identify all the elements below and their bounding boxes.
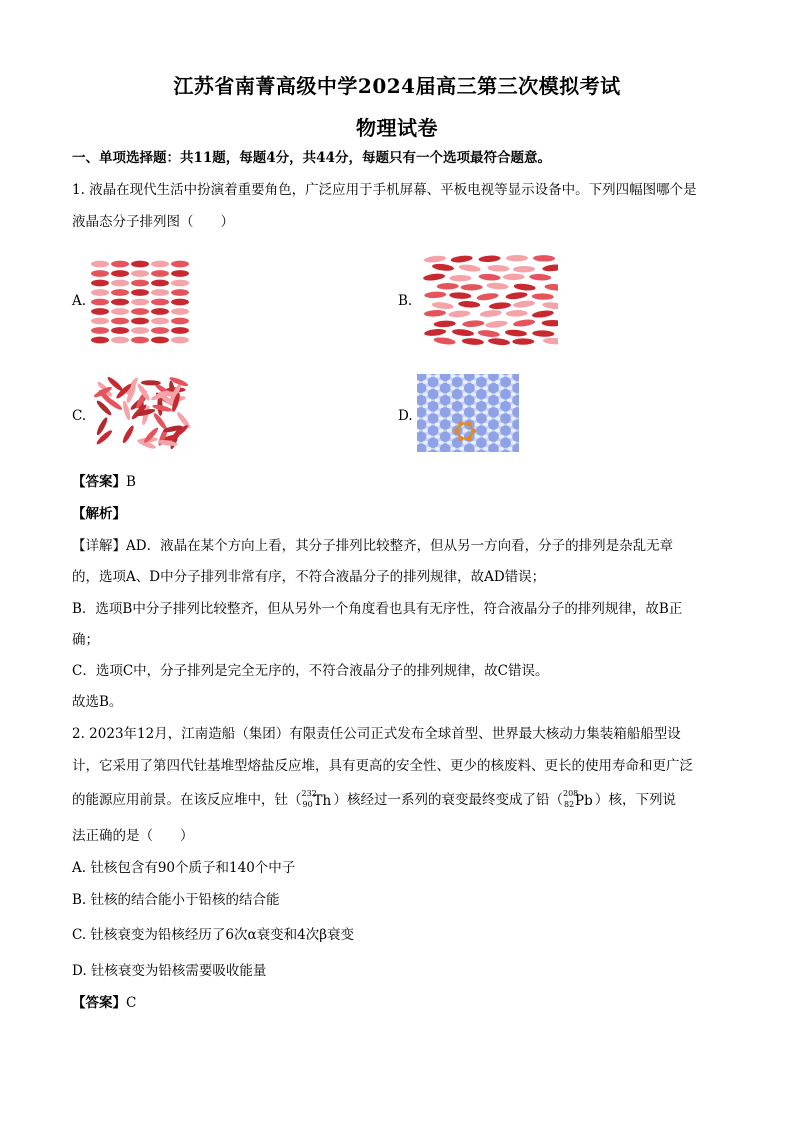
molecule bbox=[91, 318, 109, 325]
molecule bbox=[424, 255, 447, 264]
q2-text-part: 的能源应用前景。在该反应堆中，钍（ bbox=[72, 792, 302, 808]
molecule bbox=[91, 337, 109, 344]
lattice-atom bbox=[500, 447, 504, 451]
lattice-atom bbox=[512, 405, 516, 409]
molecule bbox=[131, 270, 149, 277]
molecule bbox=[449, 275, 471, 282]
lattice-atom bbox=[476, 411, 480, 415]
lattice-atom bbox=[509, 411, 513, 415]
lattice-atom bbox=[512, 380, 516, 384]
q1-detail-line: 确； bbox=[72, 632, 99, 648]
lattice-atom bbox=[476, 398, 480, 402]
lattice-atom bbox=[500, 374, 504, 378]
molecule bbox=[513, 266, 535, 273]
q1-detail-line: B．选项B中分子排列比较整齐，但从另外一个角度看也具有无序性，符合液晶分子的排列规律，故B正 bbox=[72, 601, 683, 617]
lattice-atom bbox=[447, 392, 451, 396]
highlighted-atom bbox=[458, 421, 463, 426]
figure-d-hexagonal-lattice bbox=[417, 374, 519, 452]
lattice-atom bbox=[436, 435, 440, 439]
lattice-atom bbox=[509, 386, 513, 390]
molecule bbox=[533, 255, 555, 262]
answer-value: B bbox=[126, 474, 136, 490]
molecule bbox=[532, 330, 554, 337]
q1-detail-line: 故选B。 bbox=[72, 694, 123, 710]
lattice-atom bbox=[428, 423, 432, 427]
th-atomic-number: 90 bbox=[302, 799, 313, 809]
lattice-atom bbox=[495, 380, 499, 384]
lattice-atom bbox=[485, 435, 489, 439]
lattice-atom bbox=[464, 392, 468, 396]
molecule bbox=[91, 299, 109, 306]
highlighted-atom bbox=[467, 421, 472, 426]
molecule bbox=[151, 318, 169, 325]
lattice-atom bbox=[485, 423, 489, 427]
figure-c-disordered-molecules bbox=[94, 374, 194, 452]
exam-title: 江苏省南菁高级中学2024届高三第三次模拟考试 bbox=[173, 74, 621, 98]
figure-b-liquid-crystal bbox=[418, 252, 558, 352]
lattice-atom bbox=[485, 386, 489, 390]
lattice-atom bbox=[447, 417, 451, 421]
molecule bbox=[424, 328, 447, 337]
q1-detail-line: 的，选项A、D中分子排列非常有序，不符合液晶分子的排列规律，故AD错误； bbox=[72, 569, 546, 585]
lattice-atom bbox=[428, 447, 432, 451]
lattice-atom bbox=[476, 447, 480, 451]
molecule bbox=[131, 318, 149, 325]
lattice-atom bbox=[495, 441, 499, 445]
lattice-atom bbox=[500, 423, 504, 427]
highlighted-atom bbox=[467, 436, 472, 441]
molecule bbox=[131, 327, 149, 334]
molecule bbox=[458, 300, 480, 308]
molecule bbox=[131, 308, 149, 315]
molecule bbox=[151, 289, 169, 296]
lattice-atom bbox=[485, 374, 489, 378]
molecule bbox=[544, 283, 558, 291]
lattice-atom bbox=[471, 405, 475, 409]
q1-answer bbox=[72, 474, 136, 490]
molecule bbox=[434, 320, 456, 327]
molecule bbox=[513, 300, 536, 309]
molecule bbox=[151, 261, 169, 268]
highlighted-atom bbox=[458, 436, 463, 441]
q1-option-d-label: D. bbox=[398, 408, 413, 424]
lattice-atom bbox=[500, 386, 504, 390]
molecule bbox=[171, 280, 189, 287]
lattice-atom bbox=[436, 386, 440, 390]
pb-symbol: Pb bbox=[575, 792, 593, 809]
lattice-atom bbox=[509, 398, 513, 402]
lattice-atom bbox=[423, 380, 427, 384]
molecule bbox=[505, 329, 527, 337]
lattice-atom bbox=[464, 429, 468, 433]
q1-option-b-label: B. bbox=[398, 293, 413, 309]
lattice-atom bbox=[471, 417, 475, 421]
molecule bbox=[111, 270, 129, 277]
molecule bbox=[131, 299, 149, 306]
molecule bbox=[91, 308, 109, 315]
lattice-atom bbox=[436, 447, 440, 451]
lattice-atom bbox=[447, 441, 451, 445]
molecule bbox=[513, 283, 536, 292]
molecule bbox=[532, 293, 554, 300]
lattice-atom bbox=[452, 447, 456, 451]
molecule bbox=[171, 299, 189, 306]
molecule bbox=[171, 270, 189, 277]
molecule bbox=[131, 261, 149, 268]
molecule bbox=[91, 327, 109, 334]
highlighted-atom bbox=[471, 428, 476, 433]
lattice-atom bbox=[500, 411, 504, 415]
lattice-atom bbox=[464, 405, 468, 409]
molecule bbox=[506, 255, 528, 261]
molecule bbox=[111, 327, 129, 334]
lattice-atom bbox=[461, 386, 465, 390]
lattice-atom bbox=[423, 441, 427, 445]
molecule bbox=[433, 336, 456, 345]
molecule bbox=[111, 289, 129, 296]
q2-stem-line3 bbox=[72, 788, 676, 809]
q1-analysis-tag: 【解析】 bbox=[72, 506, 126, 522]
q2-stem-line4: 法正确的是（ ） bbox=[72, 828, 194, 844]
molecule bbox=[423, 273, 446, 282]
lattice-atom bbox=[500, 435, 504, 439]
molecule bbox=[111, 299, 129, 306]
lattice-atom bbox=[509, 447, 513, 451]
lattice-atom bbox=[476, 435, 480, 439]
th-mass-number: 232 bbox=[301, 788, 317, 798]
q1-stem-line2: 液晶态分子排列图（ ） bbox=[72, 214, 234, 230]
q2-stem-line2: 计，它采用了第四代钍基堆型熔盐反应堆，具有更高的安全性、更少的核废料、更长的使用寿命和更广泛 bbox=[72, 758, 693, 774]
molecule bbox=[171, 337, 189, 344]
section-heading: 一、单项选择题：共11题，每题4分，共44分，每题只有一个选项最符合题意。 bbox=[72, 150, 551, 166]
lattice-atom bbox=[512, 429, 516, 433]
lattice-atom bbox=[461, 374, 465, 378]
lattice-atom bbox=[512, 417, 516, 421]
q2-option: B. 钍核的结合能小于铅核的结合能 bbox=[72, 892, 280, 908]
molecule bbox=[131, 337, 149, 344]
molecule bbox=[478, 255, 500, 263]
molecule bbox=[542, 264, 558, 272]
thorium-nuclide bbox=[301, 788, 332, 809]
lattice-atom bbox=[436, 411, 440, 415]
lattice-atom bbox=[428, 386, 432, 390]
lattice-atom bbox=[461, 447, 465, 451]
molecule bbox=[424, 309, 446, 317]
molecule bbox=[171, 289, 189, 296]
lattice-atom bbox=[440, 429, 444, 433]
lattice-atom bbox=[423, 405, 427, 409]
molecule bbox=[91, 289, 109, 296]
molecule bbox=[478, 273, 500, 281]
molecule bbox=[486, 282, 508, 290]
lattice-atom bbox=[440, 417, 444, 421]
q2-option: C. 钍核衰变为铅核经历了6次α衰变和4次β衰变 bbox=[72, 927, 355, 943]
molecule bbox=[91, 280, 109, 287]
exam-subtitle: 物理试卷 bbox=[356, 116, 438, 140]
lattice-atom bbox=[461, 398, 465, 402]
q1-option-a-label: A. bbox=[72, 293, 87, 309]
lattice-atom bbox=[440, 441, 444, 445]
molecule bbox=[171, 261, 189, 268]
lattice-atom bbox=[452, 423, 456, 427]
molecule bbox=[542, 320, 558, 327]
q2-answer bbox=[72, 995, 136, 1011]
answer-tag: 【答案】 bbox=[72, 474, 126, 490]
molecule bbox=[131, 280, 149, 287]
q1-detail-line: C．选项C中，分子排列是完全无序的，不符合液晶分子的排列规律，故C错误。 bbox=[72, 663, 549, 679]
lattice-atom bbox=[509, 435, 513, 439]
molecule bbox=[513, 318, 536, 327]
molecule bbox=[151, 327, 169, 334]
molecule bbox=[450, 255, 473, 264]
lattice-atom bbox=[447, 429, 451, 433]
molecule bbox=[151, 337, 169, 344]
q1-option-c-label: C. bbox=[72, 408, 87, 424]
lattice-atom bbox=[495, 429, 499, 433]
molecule bbox=[91, 270, 109, 277]
lattice-atom bbox=[485, 398, 489, 402]
molecule bbox=[489, 302, 511, 310]
molecule bbox=[151, 270, 169, 277]
molecule bbox=[479, 309, 502, 317]
lattice-atom bbox=[476, 423, 480, 427]
lattice-atom bbox=[428, 374, 432, 378]
molecule bbox=[542, 301, 558, 309]
q2-stem-line1: 2. 2023年12月，江南造船（集团）有限责任公司正式发布全球首型、世界最大核动力集装箱船船型设 bbox=[72, 726, 681, 742]
q2-text-part: ）核，下列说 bbox=[595, 792, 676, 808]
lattice-atom bbox=[509, 423, 513, 427]
lattice-atom bbox=[488, 405, 492, 409]
lattice-atom bbox=[488, 380, 492, 384]
molecule bbox=[151, 280, 169, 287]
answer-tag: 【答案】 bbox=[72, 995, 126, 1011]
molecule bbox=[171, 327, 189, 334]
lattice-atom bbox=[436, 423, 440, 427]
lattice-atom bbox=[495, 417, 499, 421]
molecule bbox=[111, 261, 129, 268]
molecule bbox=[488, 337, 511, 346]
lattice-atom bbox=[500, 398, 504, 402]
q1-stem-line1: 1. 液晶在现代生活中扮演着重要角色，广泛应用于手机屏幕、平板电视等显示设备中。下列四幅图哪个是 bbox=[72, 182, 697, 198]
molecule bbox=[485, 320, 508, 329]
molecule bbox=[91, 261, 109, 268]
lattice-atom bbox=[428, 411, 432, 415]
molecule bbox=[437, 283, 459, 290]
lattice-atom bbox=[488, 441, 492, 445]
lattice-atom bbox=[488, 429, 492, 433]
th-symbol: Th bbox=[313, 792, 332, 809]
molecule bbox=[449, 292, 471, 300]
q2-option: D. 钍核衰变为铅核需要吸收能量 bbox=[72, 963, 267, 979]
lattice-atom bbox=[471, 392, 475, 396]
lattice-atom bbox=[509, 374, 513, 378]
lattice-atom bbox=[436, 374, 440, 378]
molecule bbox=[131, 289, 149, 296]
lattice-atom bbox=[452, 435, 456, 439]
lattice-atom bbox=[440, 405, 444, 409]
lattice-atom bbox=[452, 374, 456, 378]
q1-detail-line: 【详解】AD．液晶在某个方向上看，其分子排列比较整齐，但从另一方向看，分子的排列是杂乱无章 bbox=[72, 538, 674, 554]
molecule bbox=[431, 301, 454, 310]
molecule bbox=[503, 273, 525, 280]
pb-atomic-number: 82 bbox=[564, 799, 575, 809]
lattice-atom bbox=[423, 392, 427, 396]
molecule bbox=[532, 309, 555, 318]
molecule bbox=[543, 337, 558, 344]
lattice-atom bbox=[476, 386, 480, 390]
lattice-atom bbox=[436, 398, 440, 402]
molecule bbox=[432, 263, 455, 272]
lattice-atom bbox=[423, 417, 427, 421]
molecule bbox=[121, 424, 135, 444]
lattice-atom bbox=[461, 411, 465, 415]
lattice-atom bbox=[464, 380, 468, 384]
lattice-atom bbox=[447, 405, 451, 409]
molecule bbox=[506, 310, 528, 317]
molecule bbox=[111, 337, 129, 344]
molecule bbox=[171, 318, 189, 325]
q2-text-part: ）核经过一系列的衰变最终变成了铅（ bbox=[333, 792, 563, 808]
molecule bbox=[111, 318, 129, 325]
molecule bbox=[477, 329, 500, 338]
q2-option: A. 钍核包含有90个质子和140个中子 bbox=[72, 860, 296, 876]
lattice-atom bbox=[440, 380, 444, 384]
lattice-atom bbox=[485, 447, 489, 451]
molecule bbox=[476, 292, 499, 301]
molecule bbox=[151, 299, 169, 306]
lattice-atom bbox=[485, 411, 489, 415]
molecule bbox=[452, 328, 475, 337]
molecule bbox=[424, 291, 446, 298]
lattice-atom bbox=[452, 386, 456, 390]
molecule bbox=[462, 338, 484, 346]
molecule bbox=[462, 320, 484, 328]
molecule bbox=[458, 264, 481, 273]
lattice-atom bbox=[452, 398, 456, 402]
lattice-atom bbox=[464, 441, 468, 445]
lattice-atom bbox=[452, 411, 456, 415]
answer-value: C bbox=[126, 995, 137, 1011]
lattice-atom bbox=[447, 380, 451, 384]
lattice-atom bbox=[512, 441, 516, 445]
molecule bbox=[171, 308, 189, 315]
lattice-atom bbox=[471, 380, 475, 384]
lattice-atom bbox=[512, 392, 516, 396]
lattice-atom bbox=[488, 392, 492, 396]
lattice-atom bbox=[428, 398, 432, 402]
lattice-atom bbox=[476, 374, 480, 378]
molecule bbox=[487, 265, 509, 272]
lattice-atom bbox=[440, 392, 444, 396]
molecule bbox=[505, 291, 528, 300]
molecule bbox=[111, 308, 129, 315]
lattice-atom bbox=[428, 435, 432, 439]
lead-nuclide bbox=[563, 788, 593, 809]
lattice-atom bbox=[423, 429, 427, 433]
figure-a-ordered-molecules bbox=[90, 258, 190, 346]
molecule bbox=[529, 273, 551, 281]
highlighted-atom bbox=[454, 428, 459, 433]
molecule bbox=[151, 308, 169, 315]
lattice-atom bbox=[464, 417, 468, 421]
molecule bbox=[461, 284, 483, 291]
lattice-atom bbox=[495, 405, 499, 409]
molecule bbox=[122, 400, 132, 421]
molecule bbox=[111, 280, 129, 287]
molecule bbox=[141, 380, 161, 386]
molecule bbox=[512, 338, 534, 345]
pb-mass-number: 208 bbox=[563, 788, 579, 798]
lattice-atom bbox=[495, 392, 499, 396]
lattice-atom bbox=[471, 441, 475, 445]
molecule bbox=[448, 310, 470, 318]
lattice-atom bbox=[488, 417, 492, 421]
